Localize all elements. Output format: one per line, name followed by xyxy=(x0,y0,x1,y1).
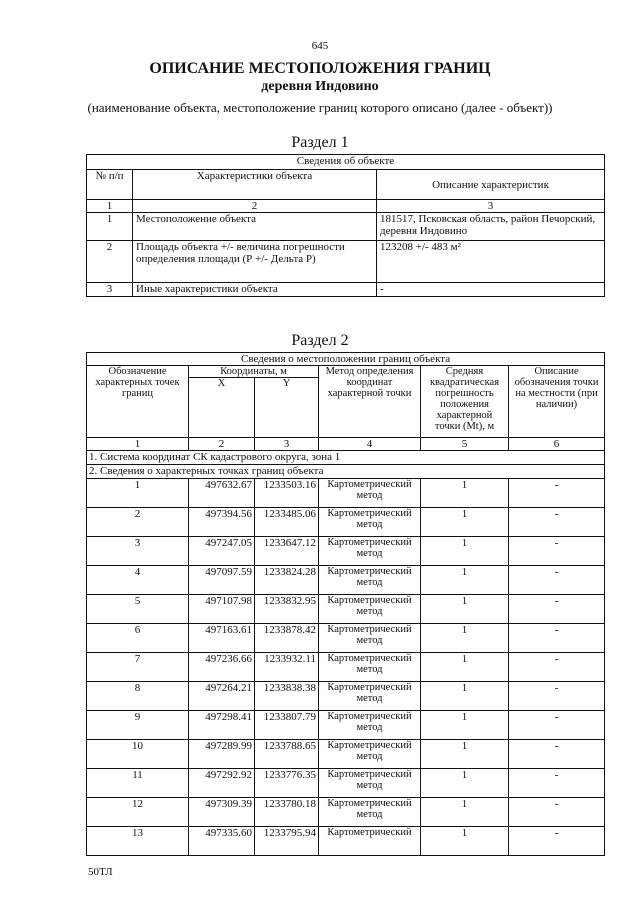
point-description: - xyxy=(509,769,605,798)
table2-colnum: 3 xyxy=(255,438,319,451)
row-value: 181517, Псковская область, район Печорский, деревня Индовино xyxy=(377,213,605,241)
point-accuracy: 1 xyxy=(421,537,509,566)
point-y: 1233832.95 xyxy=(255,595,319,624)
point-description: - xyxy=(509,827,605,856)
points-info-line: 2. Сведения о характерных точках границ объекта xyxy=(87,465,605,479)
point-y: 1233838.38 xyxy=(255,682,319,711)
point-accuracy: 1 xyxy=(421,740,509,769)
point-accuracy: 1 xyxy=(421,798,509,827)
header-designation: Обозначение характерных точек границ xyxy=(87,366,189,438)
table1-colnum: 1 xyxy=(87,200,133,213)
point-method: Картометрический метод xyxy=(319,624,421,653)
point-x: 497289.99 xyxy=(189,740,255,769)
point-y: 1233503.16 xyxy=(255,479,319,508)
point-x: 497163.61 xyxy=(189,624,255,653)
point-method: Картометрический метод xyxy=(319,653,421,682)
table-row xyxy=(87,798,605,827)
document-title: ОПИСАНИЕ МЕСТОПОЛОЖЕНИЯ ГРАНИЦ xyxy=(149,60,491,77)
point-id: 4 xyxy=(87,566,189,595)
point-method: Картометрический метод xyxy=(319,537,421,566)
table-row xyxy=(87,740,605,769)
point-method: Картометрический метод xyxy=(319,798,421,827)
point-id: 11 xyxy=(87,769,189,798)
point-id: 9 xyxy=(87,711,189,740)
point-description: - xyxy=(509,537,605,566)
table-row xyxy=(87,537,605,566)
point-x: 497394.56 xyxy=(189,508,255,537)
point-description: - xyxy=(509,798,605,827)
point-y: 1233807.79 xyxy=(255,711,319,740)
row-characteristic: Местоположение объекта xyxy=(133,213,377,241)
document-subtitle: деревня Индовино xyxy=(261,79,379,94)
table-row xyxy=(87,241,605,283)
table-row xyxy=(87,827,605,856)
row-number: 3 xyxy=(87,283,133,297)
point-x: 497632.67 xyxy=(189,479,255,508)
point-x: 497264.21 xyxy=(189,682,255,711)
point-id: 13 xyxy=(87,827,189,856)
point-id: 6 xyxy=(87,624,189,653)
point-accuracy: 1 xyxy=(421,769,509,798)
point-id: 7 xyxy=(87,653,189,682)
table2-colnum: 4 xyxy=(319,438,421,451)
table-row xyxy=(87,624,605,653)
point-method: Картометрический метод xyxy=(319,711,421,740)
row-number: 1 xyxy=(87,213,133,241)
table-row xyxy=(87,213,605,241)
point-y: 1233932.11 xyxy=(255,653,319,682)
point-accuracy: 1 xyxy=(421,682,509,711)
point-y: 1233485.06 xyxy=(255,508,319,537)
point-description: - xyxy=(509,624,605,653)
point-description: - xyxy=(509,508,605,537)
header-description: Описание обозначения точки на местности (при наличии) xyxy=(509,366,605,438)
point-method: Картометрический метод xyxy=(319,740,421,769)
point-y: 1233780.18 xyxy=(255,798,319,827)
object-info-table xyxy=(86,154,605,297)
point-id: 12 xyxy=(87,798,189,827)
table-row xyxy=(87,769,605,798)
header-coordinates: Координаты, м xyxy=(189,366,319,378)
point-y: 1233824.28 xyxy=(255,566,319,595)
point-accuracy: 1 xyxy=(421,595,509,624)
point-id: 2 xyxy=(87,508,189,537)
table-row xyxy=(87,566,605,595)
point-y: 1233788.65 xyxy=(255,740,319,769)
point-id: 3 xyxy=(87,537,189,566)
point-description: - xyxy=(509,682,605,711)
table2-colnum: 5 xyxy=(421,438,509,451)
section1-title: Раздел 1 xyxy=(291,134,349,151)
section2-title: Раздел 2 xyxy=(291,332,349,349)
point-accuracy: 1 xyxy=(421,711,509,740)
table-row xyxy=(87,653,605,682)
header-method: Метод определения координат характерной точки xyxy=(319,366,421,438)
row-characteristic: Площадь объекта +/- величина погрешности определения площади (Р +/- Дельта Р) xyxy=(133,241,377,283)
table2-colnum: 1 xyxy=(87,438,189,451)
table1-colnum: 2 xyxy=(133,200,377,213)
point-y: 1233878.42 xyxy=(255,624,319,653)
point-description: - xyxy=(509,595,605,624)
table-row xyxy=(87,283,605,297)
point-id: 5 xyxy=(87,595,189,624)
row-value: 123208 +/- 483 м² xyxy=(377,241,605,283)
point-method: Картометрический метод xyxy=(319,682,421,711)
page-number: 645 xyxy=(311,40,329,52)
table1-header-characteristic: Характеристики объекта xyxy=(133,170,377,200)
point-accuracy: 1 xyxy=(421,508,509,537)
point-x: 497309.39 xyxy=(189,798,255,827)
row-value: - xyxy=(377,283,605,297)
point-y: 1233795.94 xyxy=(255,827,319,856)
coordinate-system-line: 1. Система координат СК кадастрового округа, зона 1 xyxy=(87,451,605,465)
point-method: Картометрический метод xyxy=(319,595,421,624)
table2-caption: Сведения о местоположении границ объекта xyxy=(87,353,605,366)
point-method: Картометрический xyxy=(319,827,421,856)
object-note: (наименование объекта, местоположение границ которого описано (далее - объект)) xyxy=(87,100,553,115)
point-accuracy: 1 xyxy=(421,624,509,653)
table-row xyxy=(87,595,605,624)
point-method: Картометрический метод xyxy=(319,566,421,595)
point-description: - xyxy=(509,711,605,740)
point-id: 8 xyxy=(87,682,189,711)
table1-header-description: Описание характеристик xyxy=(377,170,605,200)
point-accuracy: 1 xyxy=(421,479,509,508)
table1-caption: Сведения об объекте xyxy=(87,155,605,170)
header-y: Y xyxy=(255,378,319,438)
boundary-points-table xyxy=(86,352,605,856)
point-method: Картометрический метод xyxy=(319,769,421,798)
table-row xyxy=(87,508,605,537)
point-description: - xyxy=(509,479,605,508)
header-x: X xyxy=(189,378,255,438)
table-row xyxy=(87,711,605,740)
table1-header-num: № п/п xyxy=(87,170,133,200)
point-y: 1233776.35 xyxy=(255,769,319,798)
point-x: 497236.66 xyxy=(189,653,255,682)
point-x: 497335.60 xyxy=(189,827,255,856)
point-x: 497107.98 xyxy=(189,595,255,624)
point-method: Картометрический метод xyxy=(319,508,421,537)
point-accuracy: 1 xyxy=(421,827,509,856)
table-row xyxy=(87,682,605,711)
table2-colnum: 6 xyxy=(509,438,605,451)
point-description: - xyxy=(509,740,605,769)
point-method: Картометрический метод xyxy=(319,479,421,508)
point-description: - xyxy=(509,653,605,682)
point-x: 497097.59 xyxy=(189,566,255,595)
point-y: 1233647.12 xyxy=(255,537,319,566)
point-description: - xyxy=(509,566,605,595)
point-x: 497292.92 xyxy=(189,769,255,798)
point-accuracy: 1 xyxy=(421,653,509,682)
row-characteristic: Иные характеристики объекта xyxy=(133,283,377,297)
table-row xyxy=(87,479,605,508)
point-id: 1 xyxy=(87,479,189,508)
point-x: 497247.05 xyxy=(189,537,255,566)
table2-colnum: 2 xyxy=(189,438,255,451)
point-x: 497298.41 xyxy=(189,711,255,740)
footer-code: 50ТЛ xyxy=(88,866,113,878)
row-number: 2 xyxy=(87,241,133,283)
point-id: 10 xyxy=(87,740,189,769)
table1-colnum: 3 xyxy=(377,200,605,213)
header-accuracy: Средняя квадратическая погрешность положения характерной точки (Mt), м xyxy=(421,366,509,438)
point-accuracy: 1 xyxy=(421,566,509,595)
